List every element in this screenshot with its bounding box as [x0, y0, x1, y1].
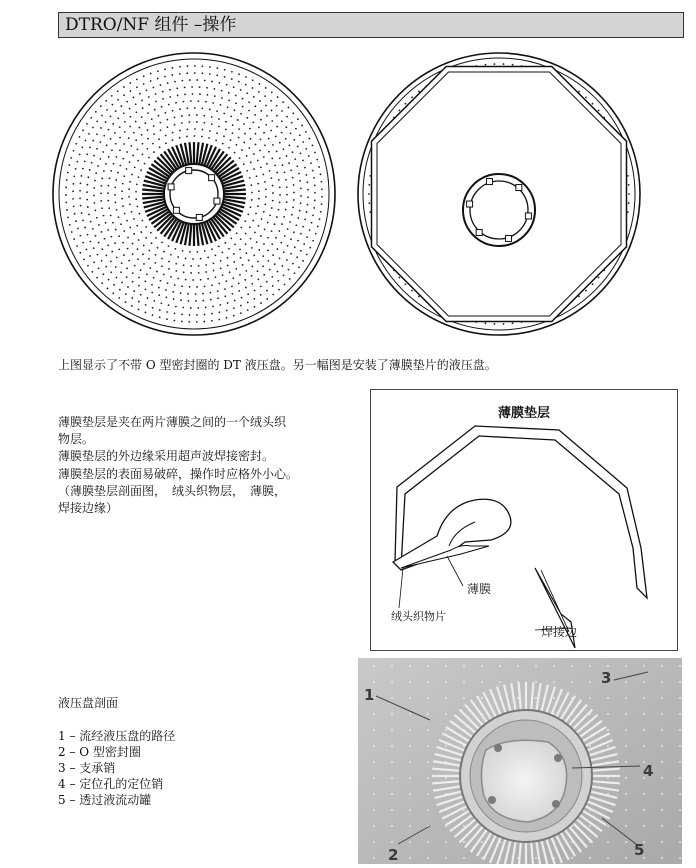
diagram-label-membrane: 薄膜	[467, 582, 492, 596]
figure-caption: 上图显示了不带 O 型密封圈的 DT 液压盘。另一幅图是安装了薄膜垫片的液压盘。	[58, 358, 497, 372]
photo-callout-1: 1	[364, 686, 375, 704]
membrane-spacer-diagram	[370, 389, 678, 651]
membrane-paragraph-1	[58, 414, 356, 465]
text-line: 薄膜垫层的外边缘采用超声波焊接密封。	[58, 449, 275, 463]
text-line: 薄膜垫层是夹在两片薄膜之间的一个绒头织	[58, 415, 287, 429]
legend-title: 液压盘剖面	[58, 696, 119, 710]
membrane-paragraph-2	[58, 466, 356, 517]
diagram-label-fleece: 绒头织物片	[391, 610, 446, 623]
photo-callout-2: 2	[388, 846, 399, 864]
hydraulic-disc-photo	[358, 658, 682, 864]
title-bar	[58, 12, 684, 38]
legend-item: 5 – 透过液流动罐	[58, 793, 152, 807]
text-line: 薄膜垫层的表面易破碎，操作时应格外小心。	[58, 467, 299, 481]
legend-item: 3 – 支承销	[58, 761, 116, 775]
right-disc-with-spacer	[358, 53, 640, 335]
photo-callout-4: 4	[643, 762, 654, 780]
page-title: DTRO/NF 组件 –操作	[65, 15, 237, 35]
diagram-title: 薄膜垫层	[497, 406, 550, 421]
diagram-label-weld: 焊接边	[541, 625, 578, 639]
legend-item: 4 – 定位孔的定位销	[58, 777, 164, 791]
hydraulic-disc-figures	[0, 52, 696, 352]
left-disc-plain	[53, 53, 335, 335]
text-line: （薄膜垫层剖面图， 绒头织物层， 薄膜，	[58, 484, 287, 498]
legend-item: 1 – 流经液压盘的路径	[58, 729, 176, 743]
text-line: 焊接边缘）	[58, 501, 119, 515]
legend-item: 2 – O 型密封圈	[58, 745, 141, 759]
photo-illustration	[358, 658, 682, 864]
photo-callout-5: 5	[634, 841, 645, 859]
hydraulic-disc-legend	[58, 695, 175, 808]
text-line: 物层。	[58, 432, 95, 446]
photo-callout-3: 3	[601, 669, 612, 687]
